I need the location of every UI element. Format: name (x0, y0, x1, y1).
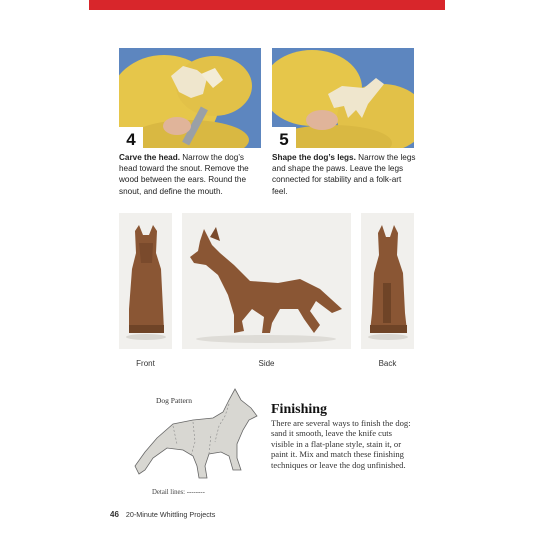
step-text: Narrow the dog’s head toward the snout. Remove the wood between the ears. Round the snout, and define the mouth. (119, 153, 249, 196)
page-footer (110, 510, 215, 519)
step-number-badge: 5 (272, 127, 296, 153)
step-number-badge: 4 (119, 127, 143, 153)
header-accent-bar (89, 0, 445, 10)
finishing-heading: Finishing (271, 402, 328, 417)
step-title: Shape the dog’s legs. (272, 153, 356, 162)
side-view-photo (182, 213, 351, 349)
page-number: 46 (110, 510, 119, 519)
book-title: 20-Minute Whittling Projects (125, 510, 216, 519)
pattern-title: Dog Pattern (156, 396, 193, 405)
front-view-photo (119, 213, 172, 349)
step-text: Narrow the legs and shape the paws. Leave the legs connected for stability and a folk-art feel. (272, 153, 416, 196)
back-view-label: Back (378, 359, 397, 368)
back-view-photo (361, 213, 414, 349)
front-view-label: Front (136, 359, 155, 368)
detail-lines-legend: Detail lines: -------- (152, 489, 205, 496)
dog-pattern-drawing (133, 386, 268, 481)
finishing-body: There are several ways to finish the dog: sand it smooth, leave the knife cuts visible in a flat-plane style, stain it, or paint it. Mix and match these finishing techniques or leave the dog unfinished. (271, 418, 411, 470)
side-view-label: Side (258, 359, 275, 368)
step-5-caption (272, 152, 418, 197)
step-title: Carve the head. (119, 153, 180, 162)
step-4-caption (119, 152, 263, 197)
